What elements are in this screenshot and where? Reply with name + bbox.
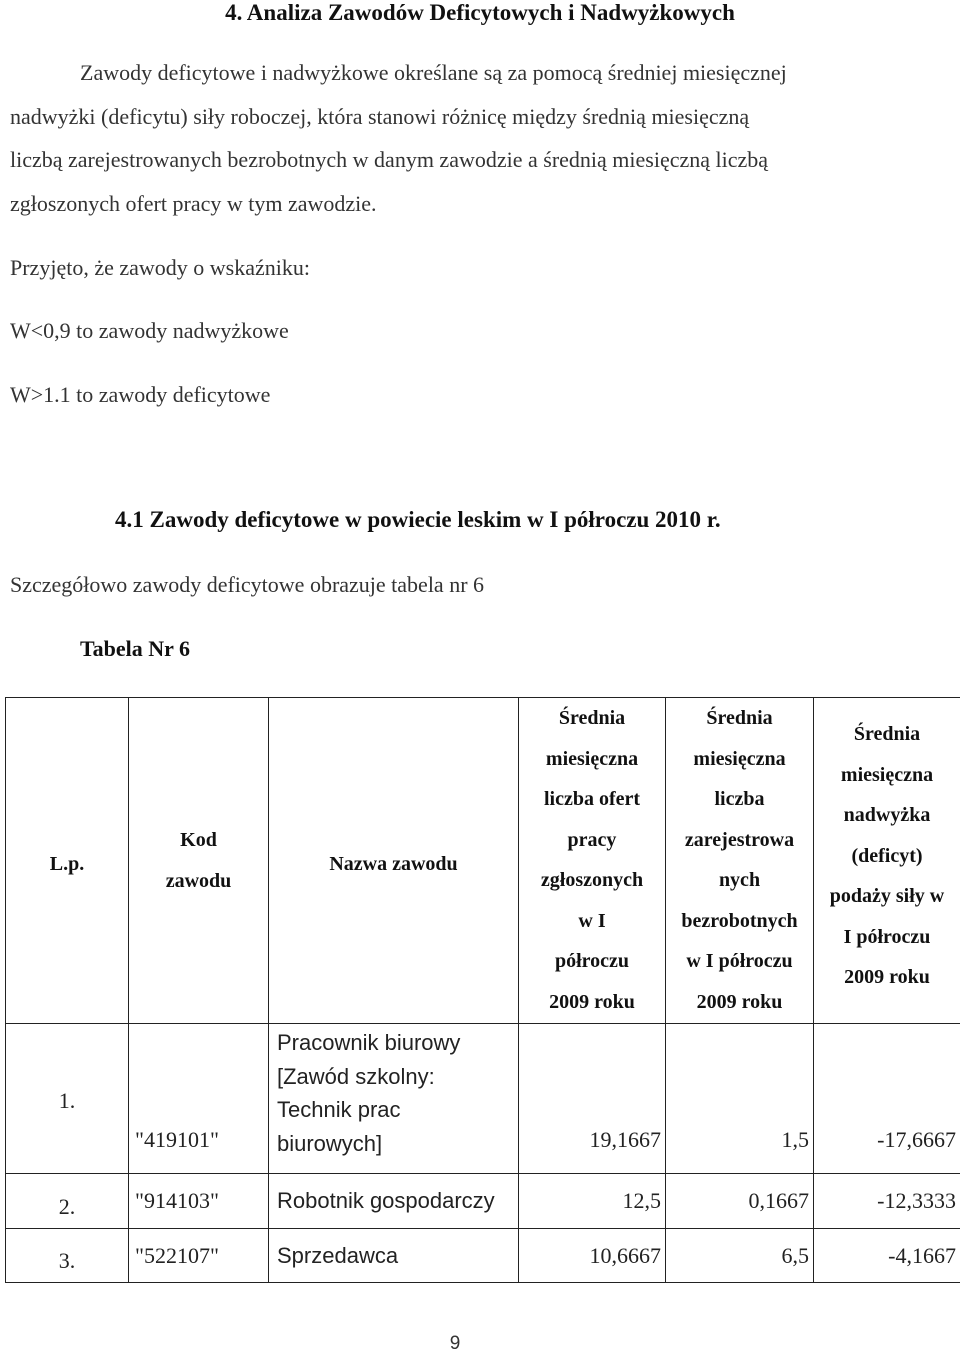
row-surplus: -17,6667 (814, 1024, 960, 1174)
row-code: "914103" (129, 1174, 269, 1229)
intro-line-3: liczbą zarejestrowanych bezrobotnych w danym zawodzie a średnią miesięczną liczbą (10, 147, 769, 172)
table-header-row (6, 698, 960, 1024)
table-label: Tabela Nr 6 (80, 636, 191, 661)
intro-line-2: nadwyżki (deficytu) siły roboczej, która stanowi różnicę między średnią miesięczną (10, 104, 750, 129)
header-line: zarejestrowa (684, 828, 795, 851)
header-lp: L.p. (6, 698, 129, 1024)
header-surplus (814, 698, 960, 1024)
header-line: 2009 roku (696, 990, 783, 1013)
header-line: półroczu (554, 950, 630, 972)
section-heading: 4.1 Zawody deficytowe w powiecie leskim w I półroczu 2010 r. (115, 507, 721, 532)
row-name: Robotnik gospodarczy (269, 1174, 519, 1229)
header-line: w I półroczu (686, 950, 793, 972)
table-row (6, 1174, 960, 1229)
header-line: zgłoszonych (540, 869, 644, 891)
header-line: miesięczna (545, 747, 639, 770)
row-code: "522107" (129, 1229, 269, 1283)
header-line: Średnia (706, 707, 773, 729)
row-lp: 1. (6, 1024, 129, 1174)
row-surplus: -4,1667 (814, 1229, 960, 1283)
header-line: 2009 roku (549, 990, 635, 1013)
row-offers: 19,1667 (519, 1024, 666, 1174)
header-code (129, 698, 269, 1024)
header-unemployed (666, 698, 814, 1024)
page-number: 9 (449, 1333, 461, 1354)
page-heading: 4. Analiza Zawodów Deficytowych i Nadwyżkowych (225, 0, 735, 25)
rule-surplus: W<0,9 to zawody nadwyżkowe (10, 318, 289, 343)
row-offers: 10,6667 (519, 1229, 666, 1283)
header-line: Średnia (558, 707, 626, 729)
header-line: I półroczu (843, 925, 931, 948)
row-name-line: biurowych] (277, 1130, 383, 1156)
row-unemployed: 0,1667 (666, 1174, 814, 1229)
header-line: miesięczna (693, 747, 786, 770)
header-line: nadwyżka (843, 804, 931, 826)
assumption-text: Przyjęto, że zawody o wskaźniku: (10, 255, 310, 280)
header-code-line: zawodu (165, 869, 232, 892)
row-name-line: Pracownik biurowy (277, 1030, 461, 1055)
row-offers: 12,5 (519, 1174, 666, 1229)
row-lp: 2. (6, 1174, 129, 1229)
row-name (269, 1024, 519, 1174)
row-lp: 3. (6, 1229, 129, 1283)
header-line: miesięczna (840, 763, 934, 786)
header-line: liczba ofert (543, 788, 641, 810)
header-line: (deficyt) (851, 844, 923, 867)
header-line: liczba (714, 788, 765, 810)
row-surplus: -12,3333 (814, 1174, 960, 1229)
header-line: podaży siły w (829, 885, 945, 907)
intro-line-4: zgłoszonych ofert pracy w tym zawodzie. (10, 191, 377, 216)
row-code: "419101" (129, 1024, 269, 1174)
header-line: Średnia (853, 723, 921, 745)
row-unemployed: 1,5 (666, 1024, 814, 1174)
table-row (6, 1024, 960, 1174)
header-offers (519, 698, 666, 1024)
row-unemployed: 6,5 (666, 1229, 814, 1283)
table-row (6, 1229, 960, 1283)
intro-line-1: Zawody deficytowe i nadwyżkowe określane są za pomocą średniej miesięcznej (80, 60, 787, 85)
header-line: 2009 roku (844, 966, 930, 988)
header-line: bezrobotnych (681, 909, 798, 932)
header-line: w I (578, 909, 606, 932)
deficit-occupations-table (5, 697, 960, 1283)
row-name-line: Technik prac (277, 1097, 401, 1122)
rule-deficit: W>1.1 to zawody deficytowe (10, 382, 271, 407)
header-line: nych (718, 869, 761, 891)
row-name: Sprzedawca (269, 1229, 519, 1283)
header-code-line: Kod (180, 829, 217, 851)
section-text: Szczegółowo zawody deficytowe obrazuje tabela nr 6 (10, 572, 485, 597)
header-name: Nazwa zawodu (269, 698, 519, 1024)
header-line: pracy (567, 828, 617, 851)
row-name-line: [Zawód szkolny: (277, 1063, 435, 1089)
